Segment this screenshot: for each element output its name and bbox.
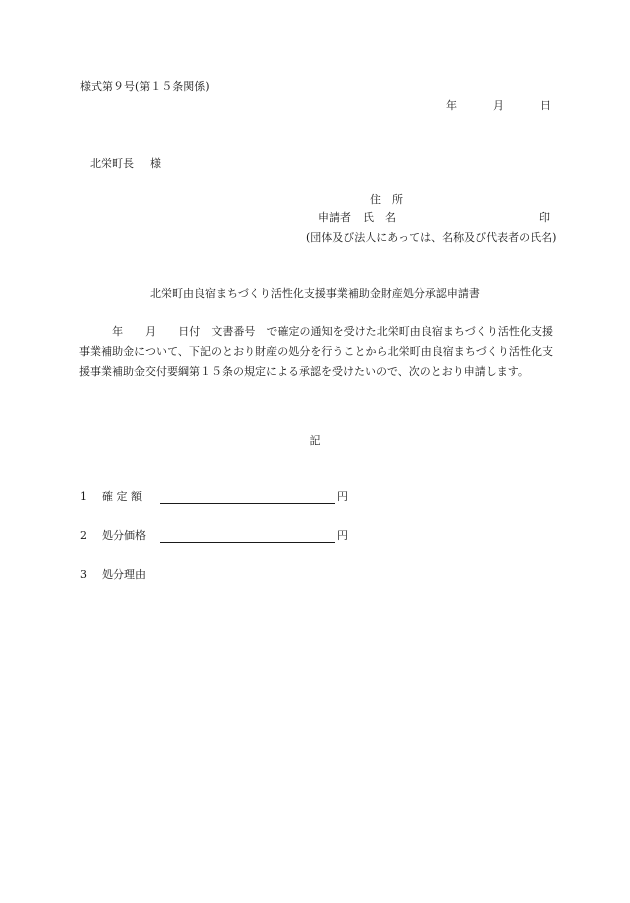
form-number: 様式第９号(第１５条関係) [80, 80, 210, 93]
date-day-label: 日 [540, 99, 551, 112]
document-title: 北栄町由良宿まちづくり活性化支援事業補助金財産処分承認申請書 [150, 287, 480, 300]
addressee [90, 157, 161, 171]
applicant-address-label: 住 所 [370, 193, 403, 206]
date-month-label: 月 [493, 99, 504, 112]
ki-heading: 記 [309, 434, 321, 447]
item-label: 処分価格 [102, 529, 146, 542]
addressee-honorific: 様 [150, 157, 161, 170]
item-number: 3 [80, 568, 87, 581]
applicant-name-label: 氏 名 [363, 211, 396, 224]
amount-blank-line [160, 503, 335, 504]
item-number: 1 [80, 490, 87, 503]
addressee-name: 北栄町長 [90, 157, 134, 170]
item-number: 2 [80, 529, 87, 542]
item-label: 処分理由 [102, 568, 146, 581]
price-blank-line [160, 542, 335, 543]
applicant-note: (団体及び法人にあっては、名称及び代表者の氏名) [306, 231, 557, 244]
item-unit: 円 [337, 490, 348, 503]
body-paragraph: 年 月 日付 文書番号 で確定の通知を受けた北栄町由良宿まちづくり活性化支援事業補助金について、下記のとおり財産の処分を行うことから北栄町由良宿まちづくり活性化支援事業補助金交付要綱第１５条の規定による承認を受けたいので、次のとおり申請します。 [79, 325, 553, 378]
seal-mark: 印 [539, 211, 550, 224]
date-year-label: 年 [446, 99, 457, 112]
item-unit: 円 [337, 529, 348, 542]
item-label: 確 定 額 [102, 490, 142, 503]
applicant-role: 申請者 [318, 211, 351, 224]
